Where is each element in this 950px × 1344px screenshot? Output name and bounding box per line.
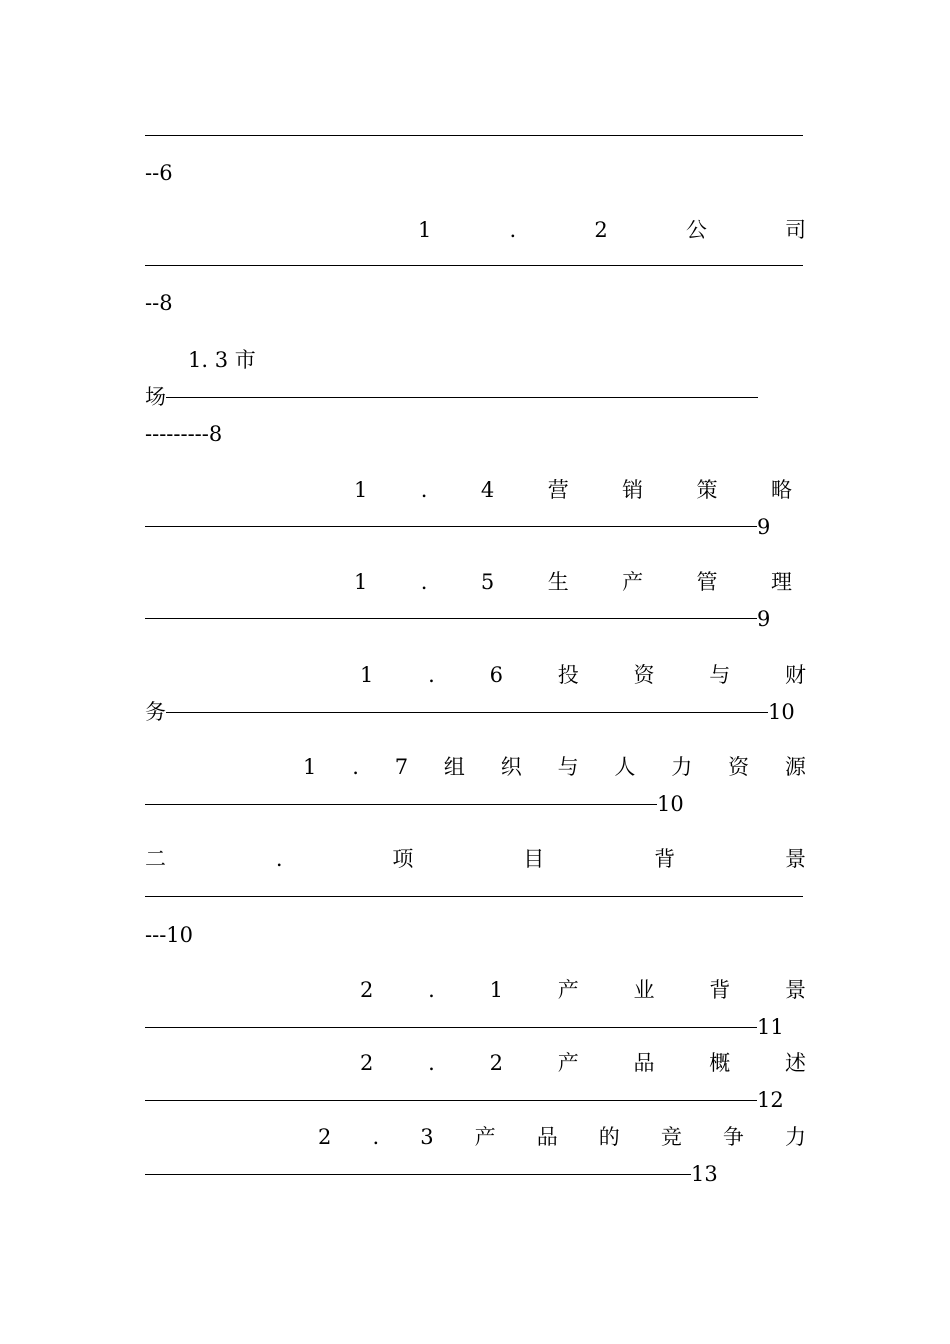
- page-number: 10: [657, 792, 684, 816]
- leader-dashes: [145, 526, 757, 527]
- title-char: 1: [360, 663, 374, 687]
- title-char: 力: [671, 755, 693, 779]
- title-char: 力: [784, 1125, 806, 1149]
- leader-dashes: [145, 618, 757, 619]
- page-number: --6: [145, 161, 173, 185]
- title-char: 背: [709, 978, 731, 1002]
- toc-entry-title: [360, 977, 806, 1003]
- leader-dashes: [145, 896, 803, 897]
- title-char: 概: [709, 1051, 731, 1075]
- title-char: 理: [770, 570, 792, 594]
- leader-dashes: [145, 265, 803, 266]
- title-char: 产: [557, 978, 579, 1002]
- title-char: 背: [654, 847, 676, 871]
- title-char: 资: [633, 663, 655, 687]
- title-char: 竞: [660, 1125, 682, 1149]
- page-number: 9: [757, 607, 771, 631]
- title-char: 产: [622, 570, 644, 594]
- toc-entry-title: [354, 569, 792, 595]
- title-char: 2: [360, 978, 374, 1002]
- toc-entry-title: 1. 3 市: [188, 348, 256, 372]
- title-char: 品: [536, 1125, 558, 1149]
- title-char: 目: [523, 847, 545, 871]
- title-char: 策: [696, 478, 718, 502]
- title-char: 1: [354, 570, 368, 594]
- title-char: 1: [354, 478, 368, 502]
- title-char: 织: [500, 755, 522, 779]
- page-number: ---------8: [145, 422, 223, 446]
- title-char: 营: [547, 478, 569, 502]
- title-char: 产: [557, 1051, 579, 1075]
- title-char: .: [428, 663, 435, 687]
- leader-dashes: [145, 1100, 757, 1101]
- title-char: 7: [394, 755, 409, 779]
- title-char: 产: [474, 1125, 496, 1149]
- title-char: 述: [784, 1051, 806, 1075]
- title-char: 2: [489, 1051, 503, 1075]
- page-number: 13: [691, 1162, 718, 1186]
- title-char: 的: [598, 1125, 620, 1149]
- leader-dashes: [145, 135, 803, 136]
- leader-dashes: [145, 1027, 757, 1028]
- title-char: 略: [770, 478, 792, 502]
- title-char: 景: [784, 847, 806, 871]
- title-char: 1: [489, 978, 503, 1002]
- title-char: 2: [360, 1051, 374, 1075]
- leader-dashes: [145, 804, 657, 805]
- title-char: .: [275, 847, 283, 871]
- title-char: 销: [622, 478, 644, 502]
- title-char: .: [352, 755, 359, 779]
- title-char: .: [428, 978, 435, 1002]
- title-char: .: [509, 218, 517, 242]
- toc-entry-title: [360, 1050, 806, 1076]
- title-char: 管: [696, 570, 718, 594]
- title-char: 争: [722, 1125, 744, 1149]
- title-char: 1: [418, 218, 432, 242]
- toc-entry-title: [303, 754, 806, 780]
- page-number: 10: [768, 700, 795, 724]
- title-char: 人: [614, 755, 636, 779]
- title-char: 公: [685, 218, 707, 242]
- title-char: .: [428, 1051, 435, 1075]
- leader-dashes: [145, 1174, 691, 1175]
- title-char: 与: [709, 663, 731, 687]
- toc-entry-title: [360, 662, 806, 688]
- title-char: .: [420, 478, 428, 502]
- leader-dashes: [166, 712, 768, 713]
- title-char: 与: [557, 755, 579, 779]
- title-char: 生: [547, 570, 569, 594]
- leader-dashes: [166, 397, 758, 398]
- title-char: 4: [480, 478, 495, 502]
- title-char: 业: [633, 978, 655, 1002]
- title-char: 2: [318, 1125, 332, 1149]
- toc-entry-title: [418, 217, 806, 243]
- title-char: 组: [443, 755, 465, 779]
- toc-section-title: [145, 846, 806, 872]
- title-char: 项: [392, 847, 414, 871]
- page-number: ---10: [145, 923, 194, 947]
- title-char: 二: [145, 847, 166, 871]
- title-char: 3: [420, 1125, 434, 1149]
- title-char: 6: [489, 663, 503, 687]
- title-char: 资: [728, 755, 750, 779]
- toc-entry-title: [354, 477, 792, 503]
- page-number: --8: [145, 291, 173, 315]
- title-char: 源: [784, 755, 806, 779]
- title-char: .: [372, 1125, 380, 1149]
- title-char: 景: [784, 978, 806, 1002]
- title-char: 1: [303, 755, 317, 779]
- title-char: 5: [480, 570, 495, 594]
- page-number: 9: [757, 515, 771, 539]
- title-char: 司: [785, 218, 806, 242]
- title-char: 投: [557, 663, 579, 687]
- title-char: 务: [145, 700, 166, 724]
- title-char: 2: [594, 218, 608, 242]
- page-number: 11: [757, 1015, 784, 1039]
- page-number: 12: [757, 1088, 784, 1112]
- title-char: .: [420, 570, 428, 594]
- title-char: 财: [784, 663, 806, 687]
- title-char: 品: [633, 1051, 655, 1075]
- toc-entry-title: [318, 1124, 806, 1150]
- title-char: 场: [145, 385, 166, 409]
